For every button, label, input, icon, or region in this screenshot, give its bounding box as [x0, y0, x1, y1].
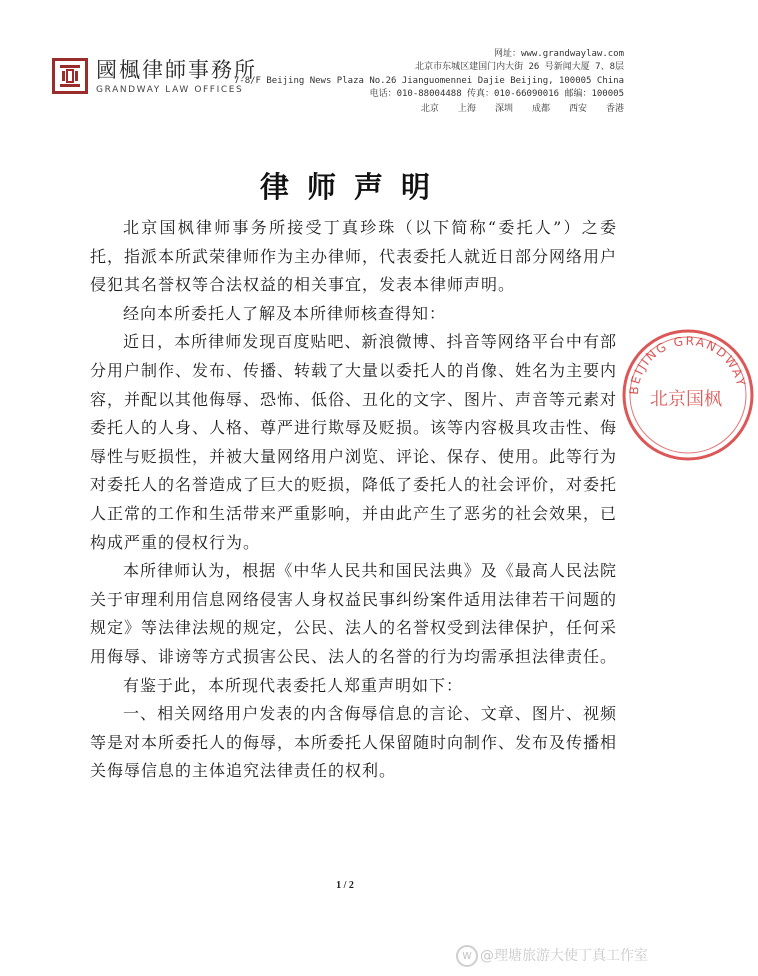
- city-item: 西安: [568, 103, 587, 114]
- office-cities: [234, 103, 624, 116]
- city-item: 上海: [457, 103, 476, 114]
- page-number: 1 / 2: [336, 880, 354, 891]
- website-line: 网址：www.grandwaylaw.com: [494, 49, 624, 59]
- weibo-watermark: [456, 945, 648, 967]
- statement-body: [90, 214, 617, 786]
- firm-logo: [52, 58, 257, 95]
- address-cn-line: 北京市东城区建国门内大街 26 号新闻大厦 7、8层: [415, 62, 624, 73]
- svg-text:北京国枫: 北京国枫: [650, 389, 722, 410]
- paragraph-legal-basis: 本所律师认为，根据《中华人民共和国民法典》及《最高人民法院关于审理利用信息网络侵害人身权益民事纠纷案件适用法律若干问题的规定》等法律法规的规定，公民、法人的名誉权受到法律保护，任何采用侮辱、诽谤等方式损害公民、法人的名誉的行为均需承担法律责任。: [90, 561, 618, 666]
- firm-contact-block: [234, 48, 624, 116]
- phone-fax-line: 电话：010-88004488 传真：010-66090016 邮编：100005: [369, 89, 624, 100]
- city-item: 成都: [531, 103, 550, 114]
- watermark-text: @理塘旅游大使丁真工作室: [480, 948, 648, 964]
- grandway-logo-icon: [52, 58, 88, 94]
- paragraph-intro: 北京国枫律师事务所接受丁真珍珠（以下简称“委托人”）之委托，指派本所武荣律师作为主办律师，代表委托人就近日部分网络用户侵犯其名誉权等合法权益的相关事宜，发表本律师声明。: [90, 218, 618, 295]
- paragraph-declaration-lead: 有鉴于此，本所现代表委托人郑重声明如下：: [123, 675, 464, 695]
- weibo-logo-icon: w: [456, 945, 478, 967]
- firm-name-cn: 國楓律師事務所: [96, 58, 257, 82]
- firm-name-en: GRANDWAY LAW OFFICES: [96, 85, 244, 95]
- paragraph-facts: 近日，本所律师发现百度贴吧、新浪微博、抖音等网络平台中有部分用户制作、发布、传播、转载了大量以委托人的肖像、姓名为主要内容，并配以其他侮辱、恐怖、低俗、丑化的文字、图片、声音等元素对委托人的人身、人格、尊严进行欺辱及贬损。该等内容极具攻击性、侮辱性与贬损性，并被大量网络用户浏览、评论、保存、使用。此等行为对委托人的名誉造成了巨大的贬损，降低了委托人的社会评价，对委托人正常的工作和生活带来严重影响，并由此产生了恶劣的社会效果，已构成严重的侵权行为。: [90, 332, 618, 552]
- city-item: 北京: [420, 103, 439, 114]
- paragraph-findings-lead: 经向本所委托人了解及本所律师核查得知：: [123, 303, 447, 323]
- document-title: 律师声明: [259, 170, 448, 204]
- city-item: 香港: [605, 103, 624, 114]
- svg-text:BEIJING GRANDWAY: BEIJING GRANDWAY: [626, 333, 749, 396]
- city-item: 深圳: [494, 103, 513, 114]
- firm-seal-stamp: [618, 325, 758, 465]
- address-en-line: 7-8/F Beijing News Plaza No.26 Jianguomennei Dajie Beijing, 100005 China: [233, 75, 624, 86]
- paragraph-declaration-item-1: 一、相关网络用户发表的内含侮辱信息的言论、文章、图片、视频等是对本所委托人的侮辱，本所委托人保留随时向制作、发布及传播相关侮辱信息的主体追究法律责任的权利。: [90, 704, 618, 781]
